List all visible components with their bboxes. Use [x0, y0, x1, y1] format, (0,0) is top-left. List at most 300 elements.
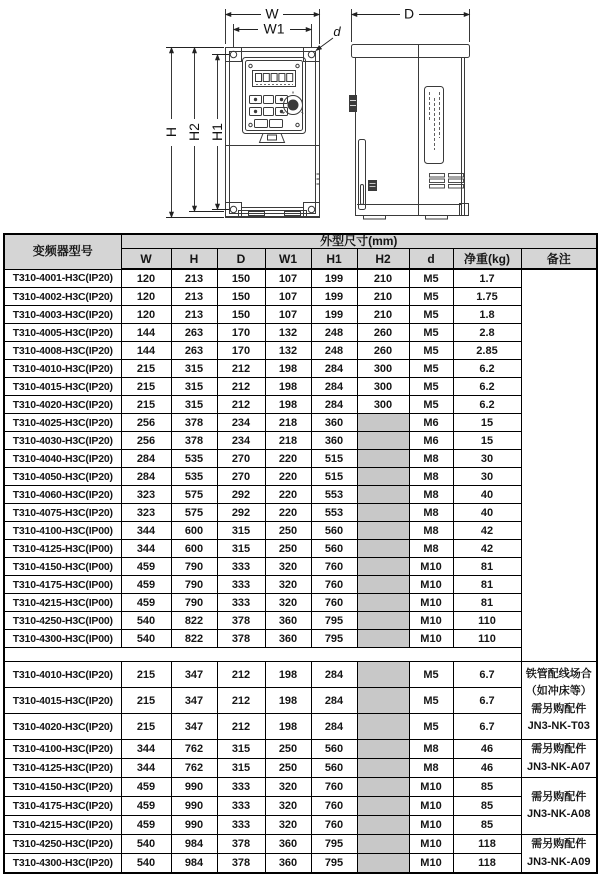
- cell-d-depth: 378: [217, 854, 265, 874]
- cell-h: 790: [171, 576, 217, 594]
- cell-d-depth: 333: [217, 558, 265, 576]
- cell-h: 984: [171, 854, 217, 874]
- cell-model: T310-4175-H3C(IP00): [4, 576, 121, 594]
- cell-model: T310-4010-H3C(IP20): [4, 662, 121, 688]
- cell-h: 790: [171, 558, 217, 576]
- cell-h2: [357, 504, 409, 522]
- cell-w1: 198: [265, 396, 311, 414]
- cell-h: 263: [171, 342, 217, 360]
- cell-h2: 260: [357, 342, 409, 360]
- cell-d-hole: M10: [409, 854, 453, 874]
- cell-d-depth: 378: [217, 835, 265, 854]
- cell-h: 600: [171, 522, 217, 540]
- cell-w: 540: [121, 854, 171, 874]
- cell-w1: 320: [265, 594, 311, 612]
- cell-d-depth: 270: [217, 468, 265, 486]
- col-remarks: 备注: [521, 249, 597, 270]
- cell-w1: 220: [265, 468, 311, 486]
- table-row: [4, 504, 597, 522]
- col-h: H: [171, 249, 217, 270]
- cell-w: 256: [121, 432, 171, 450]
- cell-d-hole: M10: [409, 612, 453, 630]
- remarks-empty-cell: [521, 269, 597, 662]
- cell-model: T310-4250-H3C(IP00): [4, 612, 121, 630]
- cell-model: T310-4100-H3C(IP20): [4, 740, 121, 759]
- cell-w1: 198: [265, 378, 311, 396]
- cell-w1: 320: [265, 778, 311, 797]
- table-row: [4, 612, 597, 630]
- cell-h1: 560: [311, 522, 357, 540]
- cell-h1: 284: [311, 360, 357, 378]
- cell-d-depth: 333: [217, 797, 265, 816]
- dim-h1-label: H1: [209, 123, 225, 141]
- cell-h1: 760: [311, 594, 357, 612]
- col-header-model: 变频器型号: [4, 234, 121, 269]
- cell-net-weight: 1.75: [453, 288, 521, 306]
- cell-h: 378: [171, 432, 217, 450]
- table-row: [4, 414, 597, 432]
- cell-w1: 198: [265, 714, 311, 740]
- cell-h2: [357, 688, 409, 714]
- cell-d-hole: M10: [409, 778, 453, 797]
- cell-d-depth: 150: [217, 306, 265, 324]
- cell-w: 120: [121, 306, 171, 324]
- cell-model: T310-4015-H3C(IP20): [4, 688, 121, 714]
- cell-model: T310-4150-H3C(IP00): [4, 558, 121, 576]
- cell-model: T310-4125-H3C(IP20): [4, 759, 121, 778]
- dimension-drawing: [0, 0, 600, 233]
- table-row: [4, 759, 597, 778]
- cell-d-hole: M10: [409, 594, 453, 612]
- cell-d-depth: 212: [217, 378, 265, 396]
- cell-d-depth: 315: [217, 522, 265, 540]
- cell-h1: 760: [311, 778, 357, 797]
- cell-h1: 515: [311, 468, 357, 486]
- cell-h1: 248: [311, 342, 357, 360]
- cell-h: 315: [171, 360, 217, 378]
- table-row: [4, 797, 597, 816]
- col-d-hole: d: [409, 249, 453, 270]
- col-net-weight: 净重(kg): [453, 249, 521, 270]
- cell-net-weight: 81: [453, 576, 521, 594]
- cell-d-depth: 150: [217, 288, 265, 306]
- cell-d-hole: M8: [409, 540, 453, 558]
- cell-w: 459: [121, 778, 171, 797]
- cell-d-depth: 170: [217, 342, 265, 360]
- cell-net-weight: 1.7: [453, 269, 521, 288]
- cell-w: 120: [121, 269, 171, 288]
- cell-w: 540: [121, 612, 171, 630]
- cell-h: 535: [171, 468, 217, 486]
- col-h2: H2: [357, 249, 409, 270]
- cell-h1: 284: [311, 378, 357, 396]
- cell-h2: [357, 612, 409, 630]
- cell-w1: 132: [265, 324, 311, 342]
- cell-h2: [357, 714, 409, 740]
- table-row: [4, 306, 597, 324]
- cell-model: T310-4020-H3C(IP20): [4, 396, 121, 414]
- cell-h2: [357, 797, 409, 816]
- remarks-cell: 需另购配件 JN3-NK-A08: [521, 778, 597, 835]
- cell-w: 215: [121, 360, 171, 378]
- table-row: [4, 688, 597, 714]
- cell-d-depth: 378: [217, 612, 265, 630]
- cell-w: 215: [121, 662, 171, 688]
- cell-model: T310-4175-H3C(IP20): [4, 797, 121, 816]
- cell-d-hole: M8: [409, 486, 453, 504]
- cell-w: 540: [121, 835, 171, 854]
- cell-w: 344: [121, 740, 171, 759]
- dim-w1-label: W1: [263, 20, 285, 37]
- cell-w1: 320: [265, 576, 311, 594]
- cell-d-hole: M5: [409, 714, 453, 740]
- dim-h2-label: H2: [186, 123, 202, 141]
- cell-h: 762: [171, 740, 217, 759]
- cell-h: 990: [171, 797, 217, 816]
- table-row: [4, 662, 597, 688]
- cell-w1: 198: [265, 688, 311, 714]
- cell-net-weight: 110: [453, 612, 521, 630]
- cell-w: 215: [121, 688, 171, 714]
- dimensions-table: [3, 233, 598, 874]
- cell-w1: 250: [265, 740, 311, 759]
- cell-model: T310-4300-H3C(IP20): [4, 854, 121, 874]
- separator-cell: [4, 648, 521, 662]
- cell-w: 323: [121, 504, 171, 522]
- remarks-cell: 需另购配件 JN3-NK-A09: [521, 835, 597, 874]
- cell-w1: 107: [265, 269, 311, 288]
- led-display: [253, 71, 296, 87]
- cell-h2: 210: [357, 288, 409, 306]
- dimension-lines: [166, 9, 470, 218]
- cell-w: 284: [121, 468, 171, 486]
- cell-d-depth: 170: [217, 324, 265, 342]
- cell-w: 344: [121, 759, 171, 778]
- cell-h1: 560: [311, 740, 357, 759]
- cell-w: 215: [121, 714, 171, 740]
- cell-w: 459: [121, 558, 171, 576]
- cell-d-hole: M10: [409, 558, 453, 576]
- cell-w: 459: [121, 797, 171, 816]
- cell-h2: [357, 486, 409, 504]
- cell-d-depth: 212: [217, 396, 265, 414]
- nameplate-label: [425, 87, 444, 164]
- cell-w1: 320: [265, 797, 311, 816]
- cell-w: 215: [121, 396, 171, 414]
- cell-h: 600: [171, 540, 217, 558]
- cell-w1: 132: [265, 342, 311, 360]
- cell-h2: [357, 854, 409, 874]
- cell-d-depth: 333: [217, 816, 265, 835]
- cell-w1: 218: [265, 432, 311, 450]
- cell-w: 459: [121, 816, 171, 835]
- cell-h: 263: [171, 324, 217, 342]
- cell-h1: 760: [311, 816, 357, 835]
- cell-h2: 300: [357, 378, 409, 396]
- col-d-depth: D: [217, 249, 265, 270]
- cell-h2: [357, 594, 409, 612]
- cell-d-depth: 333: [217, 576, 265, 594]
- cell-h2: [357, 835, 409, 854]
- cell-w: 323: [121, 486, 171, 504]
- col-w: W: [121, 249, 171, 270]
- cell-d-hole: M10: [409, 576, 453, 594]
- cell-h: 575: [171, 486, 217, 504]
- cell-d-depth: 315: [217, 759, 265, 778]
- cell-net-weight: 1.8: [453, 306, 521, 324]
- cell-w: 540: [121, 630, 171, 648]
- cell-d-hole: M5: [409, 269, 453, 288]
- cell-h: 315: [171, 396, 217, 414]
- cell-net-weight: 2.8: [453, 324, 521, 342]
- cell-model: T310-4060-H3C(IP20): [4, 486, 121, 504]
- cell-net-weight: 42: [453, 522, 521, 540]
- cell-model: T310-4250-H3C(IP20): [4, 835, 121, 854]
- cell-w1: 360: [265, 612, 311, 630]
- table-row: [4, 835, 597, 854]
- cell-h2: 300: [357, 396, 409, 414]
- cell-w1: 360: [265, 854, 311, 874]
- cell-h2: [357, 740, 409, 759]
- table-row: [4, 378, 597, 396]
- cell-w1: 250: [265, 522, 311, 540]
- cell-h: 213: [171, 269, 217, 288]
- cell-model: T310-4003-H3C(IP20): [4, 306, 121, 324]
- cell-h: 535: [171, 450, 217, 468]
- cell-net-weight: 118: [453, 854, 521, 874]
- table-row: [4, 288, 597, 306]
- cell-d-hole: M5: [409, 342, 453, 360]
- cell-w1: 218: [265, 414, 311, 432]
- cell-h1: 795: [311, 835, 357, 854]
- table-row: [4, 486, 597, 504]
- cell-net-weight: 6.7: [453, 714, 521, 740]
- cell-h: 347: [171, 688, 217, 714]
- table-row: [4, 576, 597, 594]
- cell-h2: 260: [357, 324, 409, 342]
- cell-d-hole: M5: [409, 360, 453, 378]
- cell-h1: 553: [311, 504, 357, 522]
- cell-h2: [357, 432, 409, 450]
- cell-w1: 220: [265, 486, 311, 504]
- cell-w1: 320: [265, 816, 311, 835]
- table-row: [4, 594, 597, 612]
- cell-d-hole: M5: [409, 288, 453, 306]
- cell-w1: 360: [265, 835, 311, 854]
- cell-d-hole: M5: [409, 396, 453, 414]
- cell-d-hole: M10: [409, 835, 453, 854]
- dim-h-label: H: [163, 126, 179, 138]
- cell-d-depth: 292: [217, 504, 265, 522]
- cell-h1: 515: [311, 450, 357, 468]
- remarks-cell: 铁管配线场合 （如冲床等） 需另购配件 JN3-NK-T03: [521, 662, 597, 740]
- cell-net-weight: 81: [453, 594, 521, 612]
- header-row-1: [4, 234, 597, 249]
- cell-h: 762: [171, 759, 217, 778]
- side-small-label: [369, 181, 377, 191]
- cell-h1: 795: [311, 854, 357, 874]
- table-row: [4, 522, 597, 540]
- cell-w1: 220: [265, 450, 311, 468]
- cell-d-hole: M6: [409, 432, 453, 450]
- table-row: [4, 360, 597, 378]
- cell-d-depth: 333: [217, 594, 265, 612]
- cell-h1: 199: [311, 306, 357, 324]
- cell-h: 213: [171, 288, 217, 306]
- table-row: [4, 714, 597, 740]
- cell-w: 344: [121, 522, 171, 540]
- cell-model: T310-4215-H3C(IP20): [4, 816, 121, 835]
- cell-h1: 760: [311, 797, 357, 816]
- table-row: [4, 540, 597, 558]
- cell-net-weight: 85: [453, 797, 521, 816]
- cell-w: 144: [121, 342, 171, 360]
- cell-h: 984: [171, 835, 217, 854]
- cell-model: T310-4050-H3C(IP20): [4, 468, 121, 486]
- cell-net-weight: 46: [453, 759, 521, 778]
- cell-d-depth: 315: [217, 740, 265, 759]
- cell-net-weight: 6.2: [453, 378, 521, 396]
- cell-net-weight: 6.7: [453, 688, 521, 714]
- cell-h1: 199: [311, 269, 357, 288]
- remarks-cell: 需另购配件 JN3-NK-A07: [521, 740, 597, 778]
- cell-w1: 107: [265, 306, 311, 324]
- cell-h2: 210: [357, 306, 409, 324]
- cell-model: T310-4025-H3C(IP20): [4, 414, 121, 432]
- cell-h: 990: [171, 816, 217, 835]
- cell-d-hole: M5: [409, 324, 453, 342]
- cell-d-depth: 292: [217, 486, 265, 504]
- cell-model: T310-4125-H3C(IP00): [4, 540, 121, 558]
- cell-w: 256: [121, 414, 171, 432]
- cell-model: T310-4075-H3C(IP20): [4, 504, 121, 522]
- cell-d-hole: M5: [409, 688, 453, 714]
- cell-w: 459: [121, 594, 171, 612]
- cell-h2: [357, 558, 409, 576]
- cell-h2: [357, 540, 409, 558]
- cell-net-weight: 40: [453, 504, 521, 522]
- cell-h2: [357, 414, 409, 432]
- cell-d-hole: M10: [409, 816, 453, 835]
- cell-h1: 248: [311, 324, 357, 342]
- cell-h1: 560: [311, 759, 357, 778]
- cell-net-weight: 85: [453, 778, 521, 797]
- cell-d-hole: M10: [409, 797, 453, 816]
- cell-h: 990: [171, 778, 217, 797]
- table-row: [4, 468, 597, 486]
- cell-h: 822: [171, 630, 217, 648]
- cell-d-hole: M8: [409, 740, 453, 759]
- cell-w1: 198: [265, 360, 311, 378]
- cell-h1: 795: [311, 630, 357, 648]
- table-row: [4, 558, 597, 576]
- cell-model: T310-4100-H3C(IP00): [4, 522, 121, 540]
- col-w1: W1: [265, 249, 311, 270]
- cell-d-hole: M8: [409, 450, 453, 468]
- dim-d-hole-label: d: [333, 24, 341, 39]
- table-row: [4, 854, 597, 874]
- cell-w1: 360: [265, 630, 311, 648]
- col-header-dims-group: 外型尺寸(mm): [121, 234, 597, 249]
- cell-model: T310-4020-H3C(IP20): [4, 714, 121, 740]
- cell-d-hole: M8: [409, 759, 453, 778]
- cell-net-weight: 40: [453, 486, 521, 504]
- cell-model: T310-4005-H3C(IP20): [4, 324, 121, 342]
- cell-net-weight: 46: [453, 740, 521, 759]
- cell-h: 347: [171, 714, 217, 740]
- dim-w-label: W: [265, 5, 279, 22]
- cell-w: 215: [121, 378, 171, 396]
- cell-model: T310-4002-H3C(IP20): [4, 288, 121, 306]
- table-row: [4, 324, 597, 342]
- keypad-panel: [243, 58, 306, 143]
- table-header: [4, 234, 597, 269]
- cell-h2: [357, 522, 409, 540]
- cell-w: 120: [121, 288, 171, 306]
- cell-net-weight: 6.2: [453, 396, 521, 414]
- cell-h: 378: [171, 414, 217, 432]
- cell-net-weight: 30: [453, 450, 521, 468]
- cell-model: T310-4215-H3C(IP00): [4, 594, 121, 612]
- cell-w: 344: [121, 540, 171, 558]
- cell-h1: 760: [311, 576, 357, 594]
- cell-h2: [357, 778, 409, 797]
- cell-w1: 250: [265, 540, 311, 558]
- vent-slots: [430, 174, 464, 189]
- cell-w: 144: [121, 324, 171, 342]
- cell-d-hole: M5: [409, 662, 453, 688]
- cell-h1: 284: [311, 688, 357, 714]
- cell-h1: 560: [311, 540, 357, 558]
- cell-net-weight: 6.2: [453, 360, 521, 378]
- cell-model: T310-4010-H3C(IP20): [4, 360, 121, 378]
- cell-model: T310-4030-H3C(IP20): [4, 432, 121, 450]
- cell-d-hole: M8: [409, 504, 453, 522]
- cell-d-depth: 270: [217, 450, 265, 468]
- cell-d-depth: 212: [217, 662, 265, 688]
- cell-h1: 199: [311, 288, 357, 306]
- cell-d-hole: M5: [409, 306, 453, 324]
- cell-d-depth: 212: [217, 714, 265, 740]
- cell-h2: 210: [357, 269, 409, 288]
- table-row: [4, 342, 597, 360]
- cell-w1: 198: [265, 662, 311, 688]
- cell-model: T310-4150-H3C(IP20): [4, 778, 121, 797]
- cell-h1: 360: [311, 432, 357, 450]
- cell-net-weight: 118: [453, 835, 521, 854]
- cell-net-weight: 30: [453, 468, 521, 486]
- cell-model: T310-4300-H3C(IP00): [4, 630, 121, 648]
- cell-d-hole: M10: [409, 630, 453, 648]
- cell-h: 822: [171, 612, 217, 630]
- cell-d-depth: 150: [217, 269, 265, 288]
- side-screw: [350, 96, 357, 112]
- cell-net-weight: 2.85: [453, 342, 521, 360]
- cell-h1: 284: [311, 714, 357, 740]
- cell-h2: [357, 630, 409, 648]
- cell-h1: 553: [311, 486, 357, 504]
- table-row: [4, 816, 597, 835]
- cell-h: 347: [171, 662, 217, 688]
- cell-net-weight: 81: [453, 558, 521, 576]
- table-row: [4, 778, 597, 797]
- cell-h2: [357, 759, 409, 778]
- keypad-buttons: [250, 96, 288, 128]
- cell-d-depth: 234: [217, 414, 265, 432]
- cell-d-depth: 212: [217, 688, 265, 714]
- cell-model: T310-4015-H3C(IP20): [4, 378, 121, 396]
- cell-h1: 760: [311, 558, 357, 576]
